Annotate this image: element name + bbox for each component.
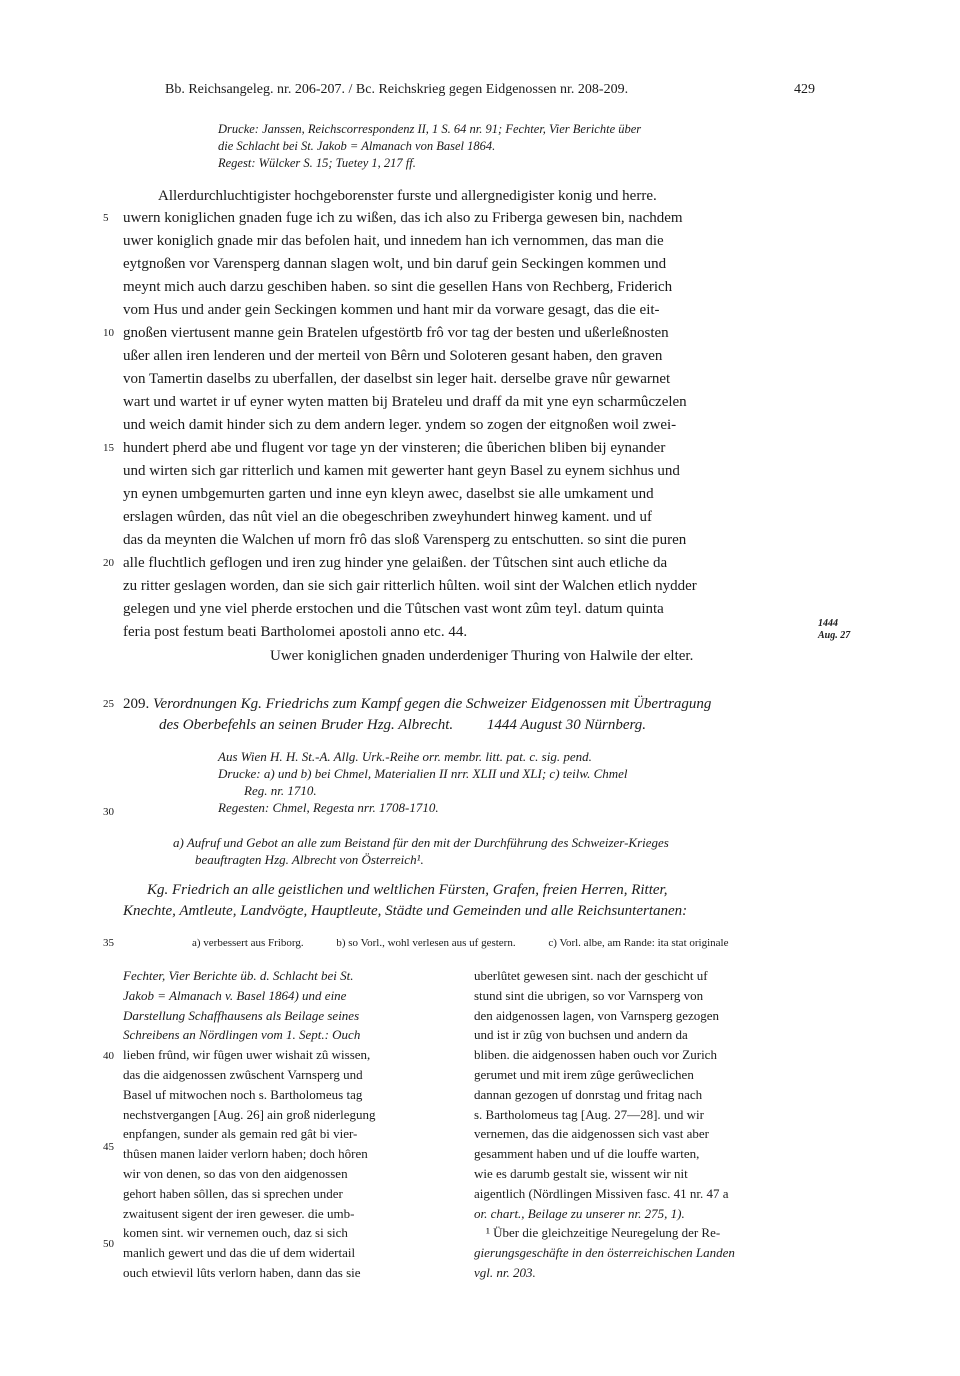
section-sources <box>218 748 818 816</box>
line-number: 35 <box>103 937 114 949</box>
footnote-line: nechstvergangen [Aug. 26] ain groß niderlegung <box>123 1106 376 1122</box>
line-number: 50 <box>103 1238 114 1250</box>
footnote-line: Schreibens an Nördlingen vom 1. Sept.: Ouch <box>123 1027 361 1043</box>
text-line: hundert pherd abe und flugent vor tage yn der vinsteren; die ûberichen bliben bij eynander <box>123 440 666 456</box>
subsection-a-line1: a) Aufruf und Gebot an alle zum Beistand für den mit der Durchführung des Schweizer-Krieges <box>173 835 669 850</box>
critical-note-c: c) Vorl. albe, am Rande: ita stat originale <box>548 937 729 949</box>
line-number: 40 <box>103 1050 114 1062</box>
text-line: und wirten sich gar ritterlich und kamen mit gewerter hant geyn Basel zu eynem sichhus und <box>123 463 680 479</box>
footnote-line: Darstellung Schaffhausens als Beilage seines <box>123 1007 360 1023</box>
footnote-line: und ist ir zûg von buchsen und andern da <box>474 1027 688 1043</box>
text-line: von Tamertin daselbs zu uberfallen, der daselbst sin leger hait. derselbe grave nûr gewarnet <box>123 371 671 387</box>
line-number: 10 <box>103 327 114 339</box>
section-number: 209. <box>123 696 150 712</box>
source-line: die Schlacht bei St. Jakob = Almanach von Basel 1864. <box>218 139 496 153</box>
text-line: erslagen wûrden, das nût viel an die obegeschriben zweyhundert hinweg kament. und uf <box>123 509 652 525</box>
line-number: 20 <box>103 557 114 569</box>
line-number: 5 <box>103 212 109 224</box>
footnote-line: manlich gewert und das die uf dem widertail <box>123 1245 356 1261</box>
footnote-line: Fechter, Vier Berichte üb. d. Schlacht bei St. <box>123 968 354 983</box>
line-number: 45 <box>103 1141 114 1153</box>
section-title-line2: des Oberbefehls an seinen Bruder Hzg. Albrecht. <box>159 717 454 733</box>
margin-date <box>818 618 850 642</box>
footnote-line: bliben. die aidgenossen haben ouch vor Zurich <box>474 1047 717 1063</box>
footnote-column-left <box>123 966 458 1283</box>
running-title: Bb. Reichsangeleg. nr. 206-207. / Bc. Reichskrieg gegen Eidgenossen nr. 208-209. <box>165 82 629 97</box>
line-number: 25 <box>103 698 114 710</box>
text-line: alle fluchtlich geflogen und iren zug hinder yne gelaißen. der Tûtschen sint auch etliche da <box>123 555 668 571</box>
footnote-line: s. Bartholomeus tag [Aug. 27—28]. und wir <box>474 1106 705 1122</box>
signature: Uwer koniglichen gnaden underdeniger Thuring von Halwile der elter. <box>270 648 694 664</box>
text-line: ußer allen iren lenderen und der merteil von Bêrn und Soloteren gesant haben, den graven <box>123 348 663 364</box>
text-line: Allerdurchluchtigister hochgeborenster furste und allergnedigister konig und herre. <box>158 188 657 204</box>
page-number: 429 <box>794 82 815 97</box>
text-line: zu ritter geslagen worden, dan sie sich gair ritterlich hûlten. woil sint der Walchen etlich nydder <box>123 578 697 594</box>
footnote-column-right <box>474 966 814 1283</box>
footnote-line: Jakob = Almanach v. Basel 1864) und eine <box>123 987 347 1003</box>
source-line: Aus Wien H. H. St.-A. Allg. Urk.-Reihe orr. membr. litt. pat. c. sig. pend. <box>218 749 592 764</box>
footnote-line: Basel uf mitwochen noch s. Bartholomeus tag <box>123 1086 363 1102</box>
section-date: 1444 August 30 Nürnberg. <box>486 717 647 733</box>
footnote-line: ¹ Über die gleichzeitige Neuregelung der Re- <box>486 1225 721 1241</box>
text-line: und weich damit hinder sich zu dem andern leger. yndem so zogen der eitgnoßen woil zwei- <box>123 417 677 433</box>
footnote-line: stund sint die ubrigen, so vor Varnsperg von <box>474 987 704 1003</box>
margin-date-year: 1444 <box>818 618 838 629</box>
footnote-line: lieben frûnd, wir fûgen uwer wishait zû wissen, <box>123 1047 371 1063</box>
text-line: wart und wartet ir uf eyner wyten matten bij Brateleu und draff da mit yne eyn scharmûczelen <box>123 394 687 410</box>
text-line: gnoßen viertusent manne gein Bratelen ufgestörtb frô vor tag der besten und ußerleßnosten <box>123 325 669 341</box>
source-line: Regest: Wülcker S. 15; Tuetey 1, 217 ff. <box>218 156 416 170</box>
footnote-line: gerumet und mit irem zûge gerûweclichen <box>474 1066 694 1082</box>
critical-note-a: a) verbessert aus Friborg. <box>192 937 304 949</box>
footnote-line: wie es darumb gestalt sie, wissent wir nit <box>474 1165 688 1181</box>
footnote-line: aigentlich (Nördlingen Missiven fasc. 41 nr. 47 a <box>474 1185 729 1201</box>
footnote-line: or. chart., Beilage zu unserer nr. 275, 1). <box>474 1205 685 1221</box>
footnote-line: uberlûtet gewesen sint. nach der geschicht uf <box>474 968 708 983</box>
source-line: Drucke: Janssen, Reichscorrespondenz II, 1 S. 64 nr. 91; Fechter, Vier Berichte über <box>218 122 642 136</box>
footnote-line: komen sint. wir vernemen ouch, daz si sich <box>123 1225 348 1241</box>
text-line: yn eynen umbgemurten garten und inne eyn kleyn awec, daselbst sie alle umkament und <box>123 486 654 502</box>
text-line: gelegen und yne viel pherde erstochen und die Tûtschen vast wont zûm teyl. datum quinta <box>123 601 664 617</box>
footnote-line: wir von denen, so das von den aidgenossen <box>123 1165 348 1181</box>
address-line1: Kg. Friedrich an alle geistlichen und weltlichen Fürsten, Grafen, freien Herren, Ritter, <box>147 882 668 898</box>
text-line: uwer koniglich gnade mir das befolen hait, und innedem han ich vernommen, das man die <box>123 233 664 249</box>
subsection-a-line2: beauftragten Hzg. Albrecht von Österreich¹. <box>195 852 424 867</box>
sources-block <box>218 121 818 172</box>
source-line: Reg. nr. 1710. <box>244 783 317 798</box>
text-line: vom Hus und ander gein Seckingen kommen und hant mir da vorware gesagt, das die eit- <box>123 302 660 318</box>
footnote-line: thûsen manen laider verlorn haben; doch hôren <box>123 1146 368 1162</box>
footnote-line: vernemen, das die aidgenossen sich vast aber <box>474 1126 710 1142</box>
critical-note-b: b) so Vorl., wohl verlesen aus uf gestern. <box>336 937 516 949</box>
footnote-line: gesamment haben und uf die louffe warten, <box>474 1146 700 1162</box>
footnote-line: zwaitusent sigent der iren geweser. die umb- <box>123 1205 355 1221</box>
footnote-line: vgl. nr. 203. <box>474 1264 536 1280</box>
source-line: Regesten: Chmel, Regesta nrr. 1708-1710. <box>218 800 439 815</box>
footnote-line: ouch etwievil lûts verlorn haben, dann das sie <box>123 1264 361 1280</box>
critical-notes <box>192 937 812 949</box>
subsection-a <box>173 834 813 868</box>
running-header <box>165 82 815 98</box>
footnote-line: den aidgenossen lagen, von Varnsperg gezogen <box>474 1007 720 1023</box>
footnote-line: das die aidgenossen zwûschent Varnsperg und <box>123 1066 363 1082</box>
text-line: meynt mich auch darzu geschiben haben. so sint die gesellen Hans von Rechberg, Friderich <box>123 279 673 295</box>
margin-date-day: Aug. 27 <box>818 630 851 641</box>
footnote-line: dannan gezogen uf donrstag und fritag nach <box>474 1086 703 1102</box>
address-block <box>123 880 815 922</box>
footnote-line: enpfangen, sunder als gemain red gât bi vier- <box>123 1126 358 1142</box>
section-title-line1: Verordnungen Kg. Friedrichs zum Kampf gegen die Schweizer Eidgenossen mit Übertragung <box>153 696 712 712</box>
section-heading <box>123 694 815 736</box>
text-line: feria post festum beati Bartholomei apostoli anno etc. 44. <box>123 624 468 640</box>
footnote-line: gehort haben sôllen, das si sprechen under <box>123 1185 343 1201</box>
text-line: das da meynten die Walchen uf morn frô das sloß Varensperg zu entschutten. so sint die puren <box>123 532 687 548</box>
source-line: Drucke: a) und b) bei Chmel, Materialien II nrr. XLII und XLI; c) teilw. Chmel <box>218 766 628 781</box>
text-line: eytgnoßen vor Varensperg dannan slagen wolt, und bin daruf gein Seckingen kommen und <box>123 256 667 272</box>
line-number: 15 <box>103 442 114 454</box>
text-line: uwern koniglichen gnaden fuge ich zu wißen, das ich also zu Friberga gewesen bin, nachdem <box>123 210 683 226</box>
address-line2: Knechte, Amtleute, Landvögte, Hauptleute, Städte und Gemeinden und alle Reichsuntertanen: <box>123 903 688 919</box>
line-number: 30 <box>103 806 114 818</box>
footnote-line: gierungsgeschäfte in den österreichischen Landen <box>474 1245 735 1261</box>
